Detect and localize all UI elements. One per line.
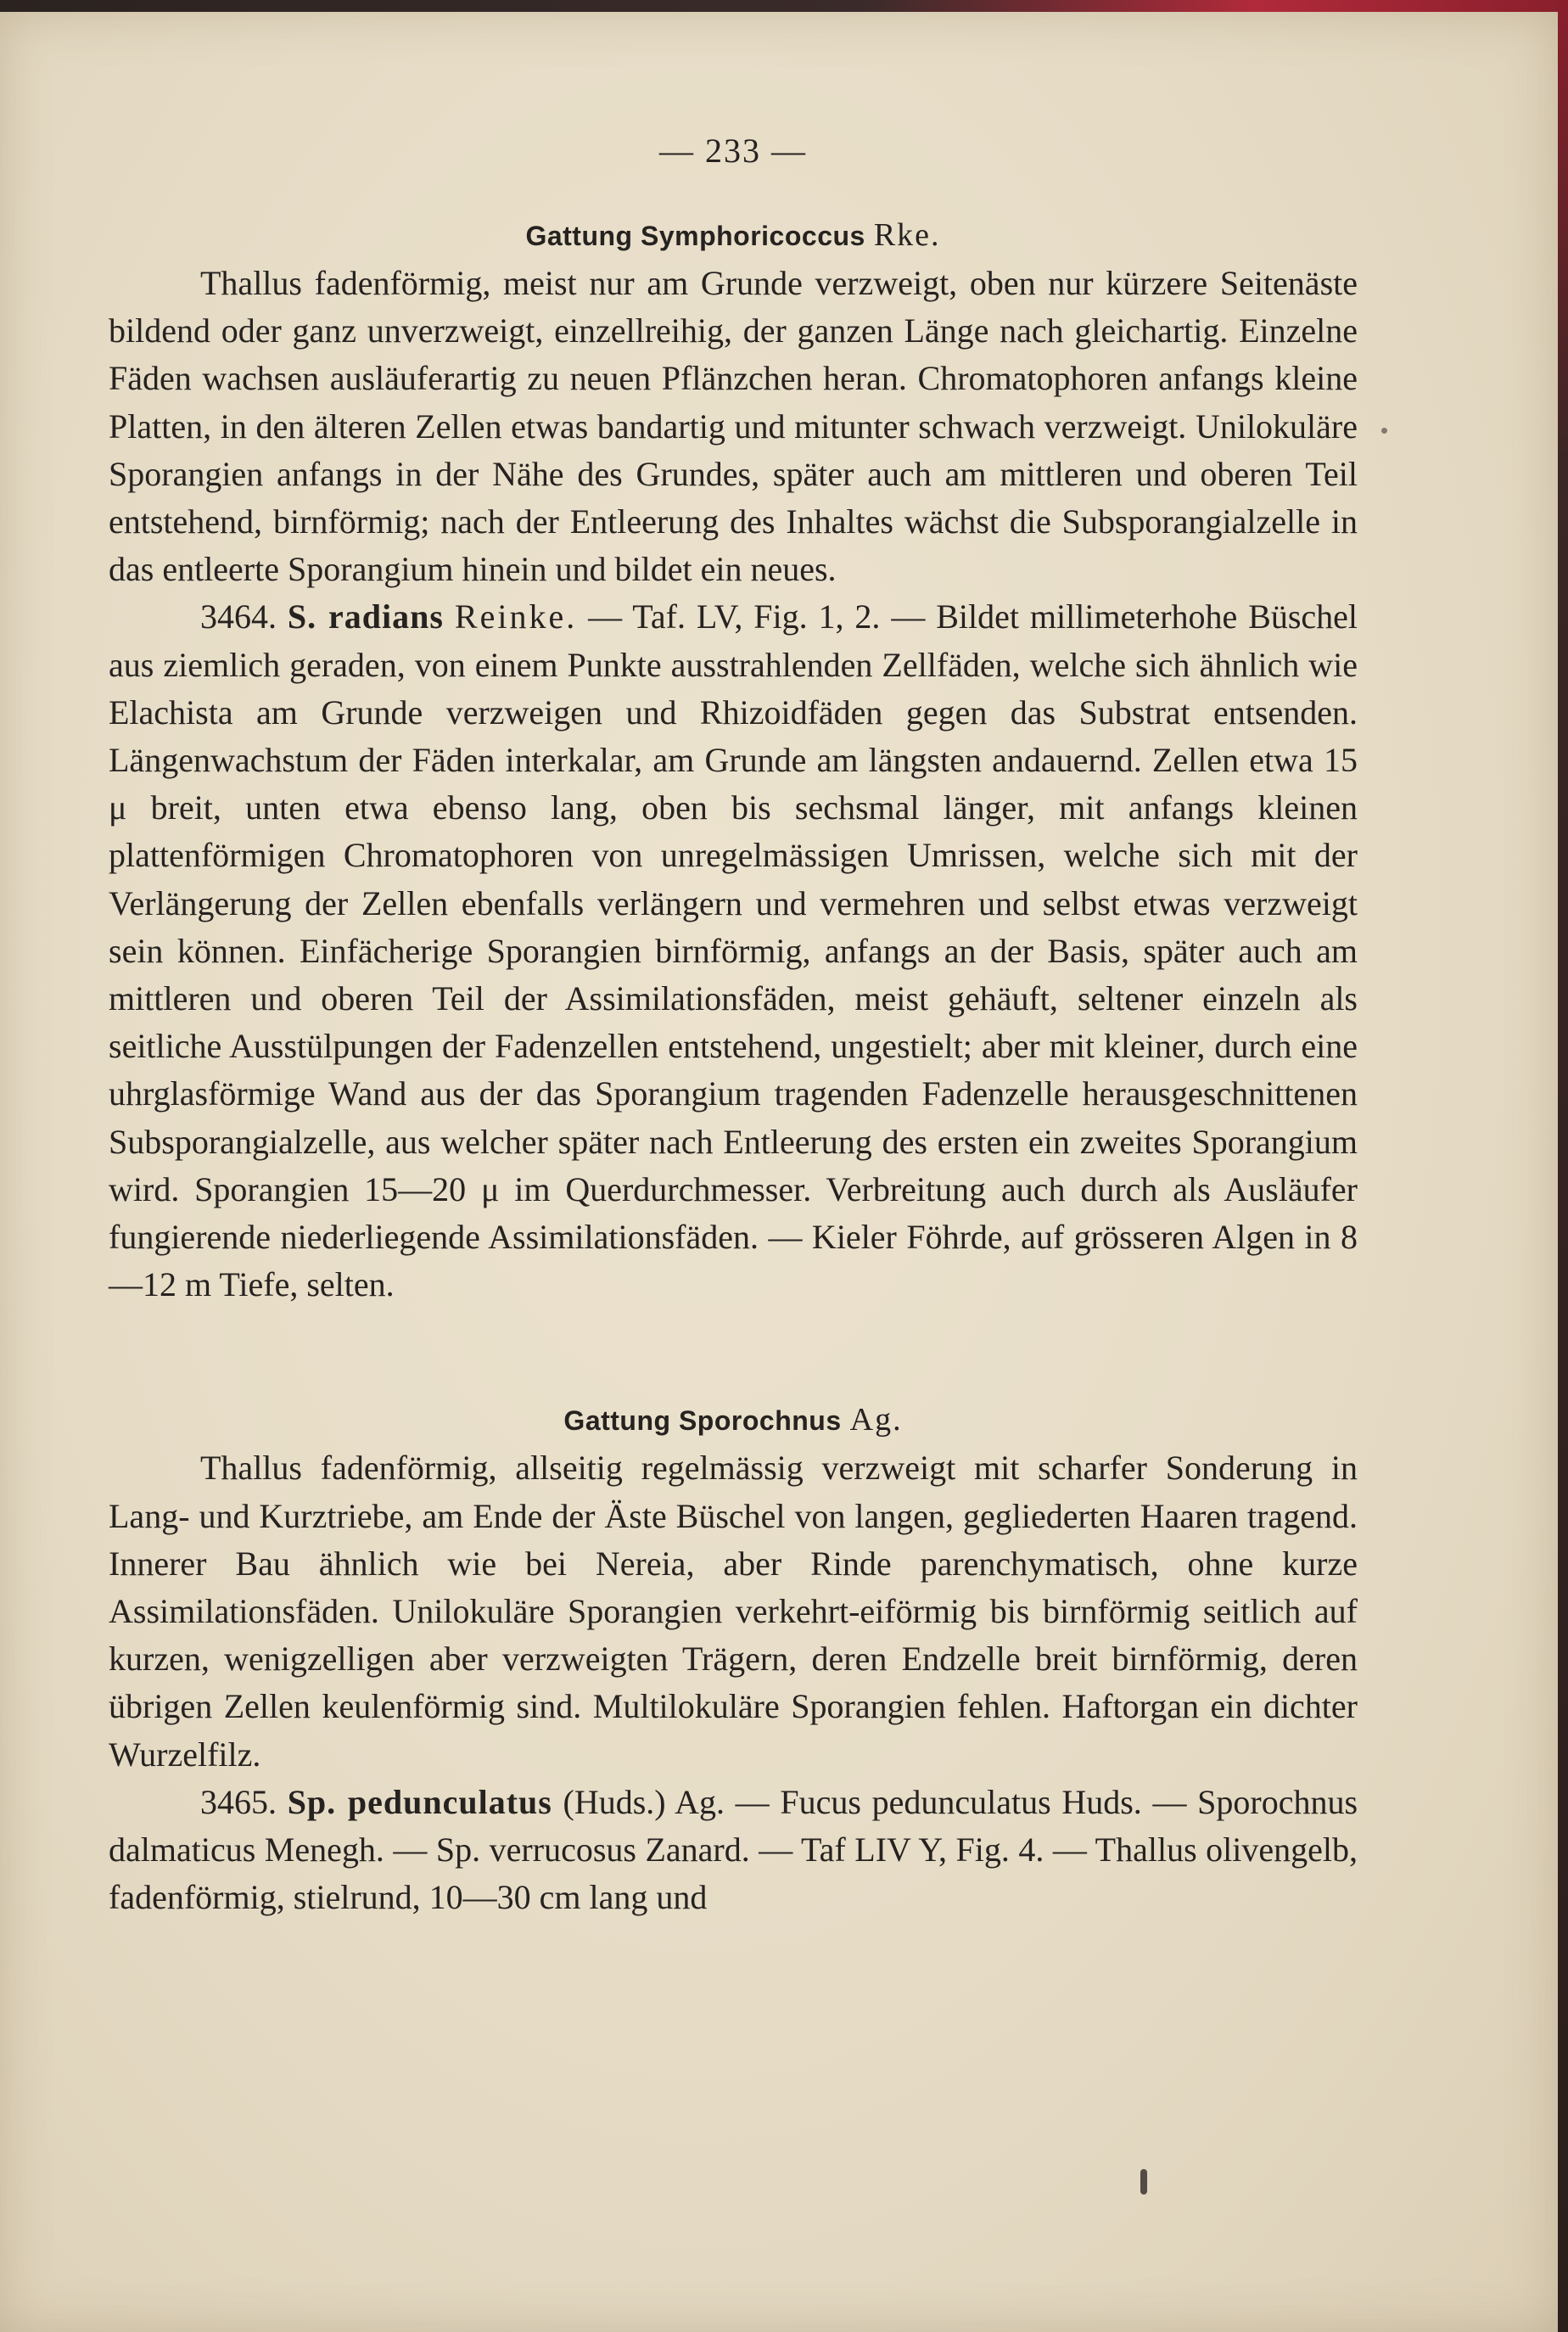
species-text: — Fucus pedunculatus Huds. — Sporochnus dalmaticus Menegh. — Sp. verrucosus Zanard. — Taf LIV Y, Fig. 4. — Thallus olivengelb, fadenförmig, stielrund, 10—30 cm lang und [109, 1782, 1358, 1917]
ink-speck [1140, 2169, 1147, 2195]
species-name: Sp. pedunculatus [287, 1782, 552, 1821]
species-name: S. radians [287, 597, 444, 636]
species-author: (Huds.) Ag. [563, 1782, 725, 1821]
book-page [0, 12, 1558, 2332]
species-entry-3464 [109, 593, 1358, 1309]
genus-description-sporochnus: Thallus fadenförmig, allseitig regelmässig verzweigt mit scharfer Sonderung in Lang- und Kurztriebe, am Ende der Äste Büschel von langen, gegliederten Haaren tragend. Innerer Bau ähnlich wie bei Nereia, aber Rinde parenchymatisch, ohne kurze Assimilationsfäden. Unilokuläre Sporangien verkehrt-eiförmig bis birnförmig seitlich auf kurzen, wenigzelligen aber verzweigten Trägern, deren Endzelle breit birnförmig, deren übrigen Zellen keulenförmig sind. Multilokuläre Sporangien fehlen. Haftorgan ein dichter Wurzelfilz. [109, 1449, 1358, 1774]
page-number: — 233 — [659, 132, 807, 170]
genus-heading-symphoricoccus [109, 210, 1358, 260]
ink-speck [1381, 428, 1387, 434]
genus-heading-author: Rke. [873, 217, 941, 253]
genus-heading-sporochnus [109, 1395, 1358, 1444]
genus-description-symphoricoccus: Thallus fadenförmig, meist nur am Grunde verzweigt, oben nur kürzere Seitenäste bildend oder ganz unverzweigt, einzellreihig, der ganzen Länge nach gleichartig. Einzelne Fäden wachsen ausläuferartig zu neuen Pflänzchen heran. Chromatophoren anfangs kleine Platten, in den älteren Zellen etwas bandartig und mitunter schwach verzweigt. Unilokuläre Sporangien anfangs in der Nähe des Grundes, später auch am mittleren und oberen Teil entstehend, birnförmig; nach der Entleerung des Inhaltes wächst die Subsporangialzelle in das entleerte Sporangium hinein und bildet ein neues. [109, 264, 1358, 589]
section-spacer [109, 1309, 1358, 1395]
species-author: Reinke. [454, 597, 578, 636]
scan-border-right [1556, 0, 1568, 2332]
species-number: 3464. [200, 597, 277, 636]
genus-heading-author: Ag. [849, 1402, 903, 1438]
genus-heading-label: Gattung Sporochnus [563, 1405, 842, 1437]
genus-heading-label: Gattung Symphoricoccus [525, 221, 865, 251]
species-number: 3465. [200, 1782, 277, 1821]
species-text: — Taf. LV, Fig. 1, 2. — Bildet millimeterhohe Büschel aus ziemlich geraden, von einem Punkte ausstrahlenden Zellfäden, welche sich ähnlich wie Elachista am Grunde verzweigen und Rhizoidfäden gegen das Substrat entsenden. Längenwachstum der Fäden interkalar, am Grunde am längsten andauernd. Zellen etwa 15 μ breit, unten etwa ebenso lang, oben bis sechsmal länger, mit anfangs kleinen plattenförmigen Chromatophoren von unregelmässigen Umrissen, welche sich mit der Verlängerung der Zellen ebenfalls verlängern und vermehren und selbst etwas verzweigt sein können. Einfächerige Sporangien birnförmig, anfangs an der Basis, später auch am mittleren und oberen Teil der Assimilationsfäden, meist gehäuft, seltener einzeln als seitliche Ausstülpungen der Fadenzellen entstehend, ungestielt; aber mit kleiner, durch eine uhrglasförmige Wand aus der das Sporangium tragenden Fadenzelle herausgeschnittenen Subsporangialzelle, aus welcher später nach Entleerung des ersten ein zweites Sporangium wird. Sporangien 15—20 μ im Querdurchmesser. Verbreitung auch durch als Ausläufer fungierende niederliegende Assimilationsfäden. — Kieler Föhrde, auf grösseren Algen in 8—12 m Tiefe, selten. [109, 597, 1358, 1304]
page-body [109, 127, 1358, 1922]
species-entry-3465 [109, 1779, 1358, 1922]
